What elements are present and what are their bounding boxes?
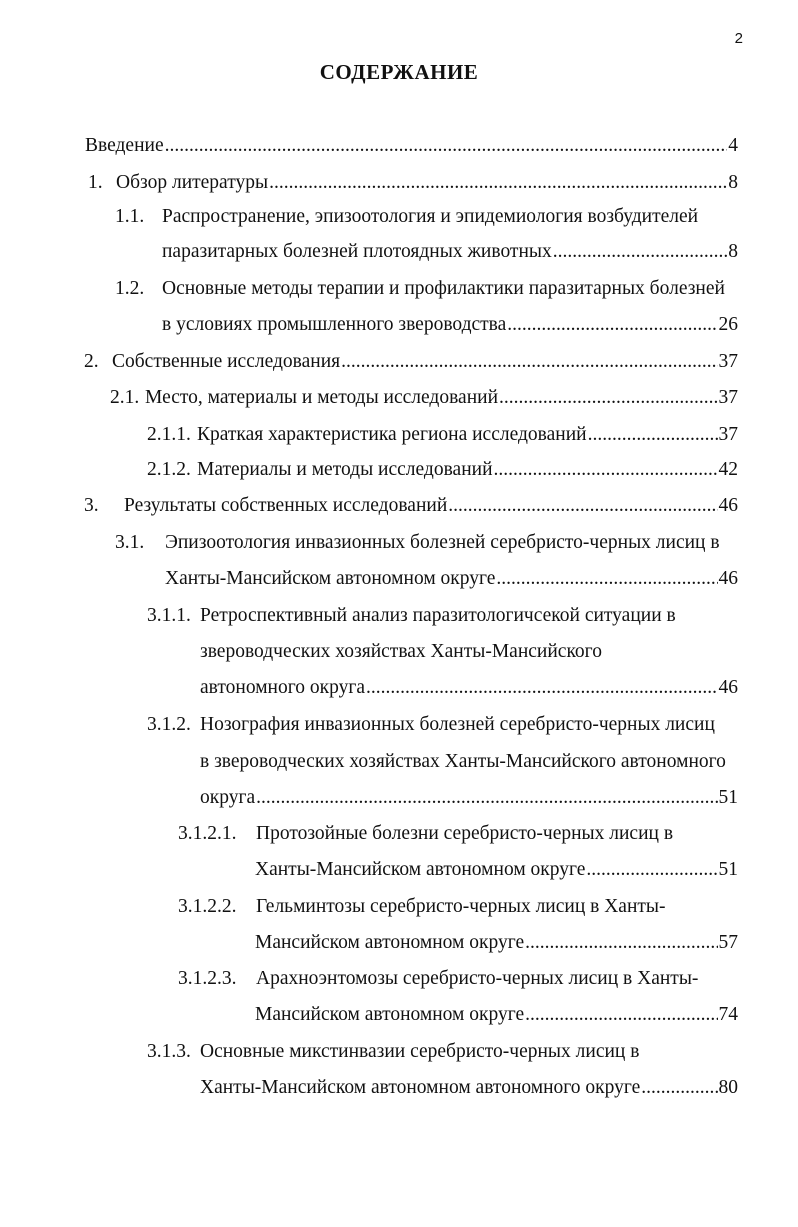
toc-entry-text: Основные методы терапии и профилактики паразитарных болезней xyxy=(162,278,725,299)
toc-entry-3-1-2-3-cont xyxy=(255,1003,738,1027)
toc-entry-text: Собственные исследования xyxy=(112,351,341,372)
toc-entry-page: 4 xyxy=(728,135,738,156)
toc-entry-text: Основные микстинвазии серебристо-черных лисиц в xyxy=(200,1041,640,1062)
toc-entry-number: 1. xyxy=(88,172,103,193)
toc-entry-3-1-1-cont2 xyxy=(200,676,738,700)
toc-entry-text: Нозография инвазионных болезней серебристо-черных лисиц xyxy=(200,714,715,735)
toc-entry-2-1 xyxy=(110,386,738,410)
toc-entry-text: Место, материалы и методы исследований xyxy=(145,387,499,408)
toc-entry-3-1-2-1 xyxy=(178,822,738,846)
toc-entry-1-2 xyxy=(115,277,738,301)
toc-entry-text: в звероводческих хозяйствах Ханты-Мансийского автономного xyxy=(200,751,726,772)
toc-entry-number: 2.1.1. xyxy=(147,424,191,445)
toc-entry-text: Эпизоотология инвазионных болезней серебристо-черных лисиц в xyxy=(165,532,720,553)
toc-entry-3-1-3 xyxy=(147,1040,738,1064)
toc-entry-intro xyxy=(85,134,738,158)
toc-entry-page: 80 xyxy=(718,1077,738,1098)
toc-entry-1 xyxy=(88,171,738,195)
toc-entry-3-1-2-cont2 xyxy=(200,786,738,810)
toc-entry-page: 37 xyxy=(718,387,738,408)
toc-entry-number: 3.1.2.2. xyxy=(178,896,237,917)
toc-entry-number: 1.1. xyxy=(115,206,145,227)
toc-entry-number: 3.1.2. xyxy=(147,714,191,735)
toc-entry-3-1-2-1-cont xyxy=(255,858,738,882)
toc-entry-text: Гельминтозы серебристо-черных лисиц в Ханты- xyxy=(256,896,666,917)
toc-entry-text: Арахноэнтомозы серебристо-черных лисиц в Ханты- xyxy=(256,968,699,989)
toc-entry-2 xyxy=(84,350,738,374)
toc-entry-page: 46 xyxy=(718,677,738,698)
toc-entry-text: автономного округа xyxy=(200,677,365,698)
toc-entry-page: 8 xyxy=(728,241,738,262)
toc-entry-number: 3.1.1. xyxy=(147,605,191,626)
toc-entry-3-1-2-3 xyxy=(178,967,738,991)
toc-entry-3-1-2-2 xyxy=(178,895,738,919)
toc-entry-text: Протозойные болезни серебристо-черных лисиц в xyxy=(256,823,674,844)
toc-entry-page: 26 xyxy=(718,314,738,335)
toc-entry-page: 8 xyxy=(728,172,738,193)
toc-entry-text: округа xyxy=(200,787,256,808)
toc-entry-number: 3.1.3. xyxy=(147,1041,191,1062)
toc-entry-text: Распространение, эпизоотология и эпидемиология возбудителей xyxy=(162,206,699,227)
toc-entry-page: 57 xyxy=(718,932,738,953)
toc-entry-3-1-2 xyxy=(147,713,738,737)
toc-entry-text: Ретроспективный анализ паразитологичсекой ситуации в xyxy=(200,605,676,626)
toc-entry-2-1-2 xyxy=(147,458,738,482)
toc-entry-text: Мансийском автономном округе xyxy=(255,932,525,953)
toc-entry-1-1 xyxy=(115,205,738,229)
toc-entry-2-1-1 xyxy=(147,423,738,447)
toc-entry-3-1-1 xyxy=(147,604,738,628)
toc-entry-page: 46 xyxy=(718,568,738,589)
toc-entry-text: паразитарных болезней плотоядных животных xyxy=(162,241,552,262)
page-title: СОДЕРЖАНИЕ xyxy=(319,60,479,84)
toc-entry-text: Краткая характеристика региона исследований xyxy=(197,424,587,445)
toc-entry-1-2-cont xyxy=(162,313,738,337)
toc-entry-number: 2.1.2. xyxy=(147,459,191,480)
toc-entry-text: Ханты-Мансийском автономном округе xyxy=(255,859,586,880)
toc-entry-text: Обзор литературы xyxy=(116,172,269,193)
toc-entry-1-1-cont xyxy=(162,240,738,264)
toc-entry-page: 51 xyxy=(718,787,738,808)
toc-entry-text: Ханты-Мансийском автономном автономного округе xyxy=(200,1077,641,1098)
toc-entry-3-1-2-2-cont xyxy=(255,931,738,955)
toc-entry-text: Результаты собственных исследований xyxy=(124,495,448,516)
toc-entry-page: 42 xyxy=(718,459,738,480)
toc-entry-number: 3.1.2.3. xyxy=(178,968,237,989)
toc-entry-number: 3.1.2.1. xyxy=(178,823,237,844)
toc-entry-3-1-2-cont xyxy=(200,750,738,774)
toc-entry-number: 1.2. xyxy=(115,278,145,299)
toc-entry-text: в условиях промышленного звероводства xyxy=(162,314,507,335)
toc-entry-3-1-cont xyxy=(165,567,738,591)
toc-entry-text: Ханты-Мансийском автономном округе xyxy=(165,568,496,589)
toc-entry-page: 37 xyxy=(718,424,738,445)
toc-entry-text: звероводческих хозяйствах Ханты-Мансийского xyxy=(200,641,602,662)
page-number: 2 xyxy=(734,30,743,47)
toc-entry-number: 2. xyxy=(84,351,99,372)
toc-entry-text: Материалы и методы исследований xyxy=(197,459,493,480)
toc-entry-page: 37 xyxy=(718,351,738,372)
toc-entry-page: 46 xyxy=(718,495,738,516)
toc-entry-text: Введение xyxy=(85,135,164,156)
toc-entry-3 xyxy=(84,494,738,518)
toc-entry-page: 74 xyxy=(718,1004,738,1025)
toc-entry-number: 3. xyxy=(84,495,99,516)
toc-entry-number: 2.1. xyxy=(110,387,140,408)
toc-entry-text: Мансийском автономном округе xyxy=(255,1004,525,1025)
toc-entry-page: 51 xyxy=(718,859,738,880)
toc-entry-3-1 xyxy=(115,531,738,555)
toc-entry-number: 3.1. xyxy=(115,532,145,553)
toc-entry-3-1-1-cont xyxy=(200,640,738,664)
toc-entry-3-1-3-cont xyxy=(200,1076,738,1100)
